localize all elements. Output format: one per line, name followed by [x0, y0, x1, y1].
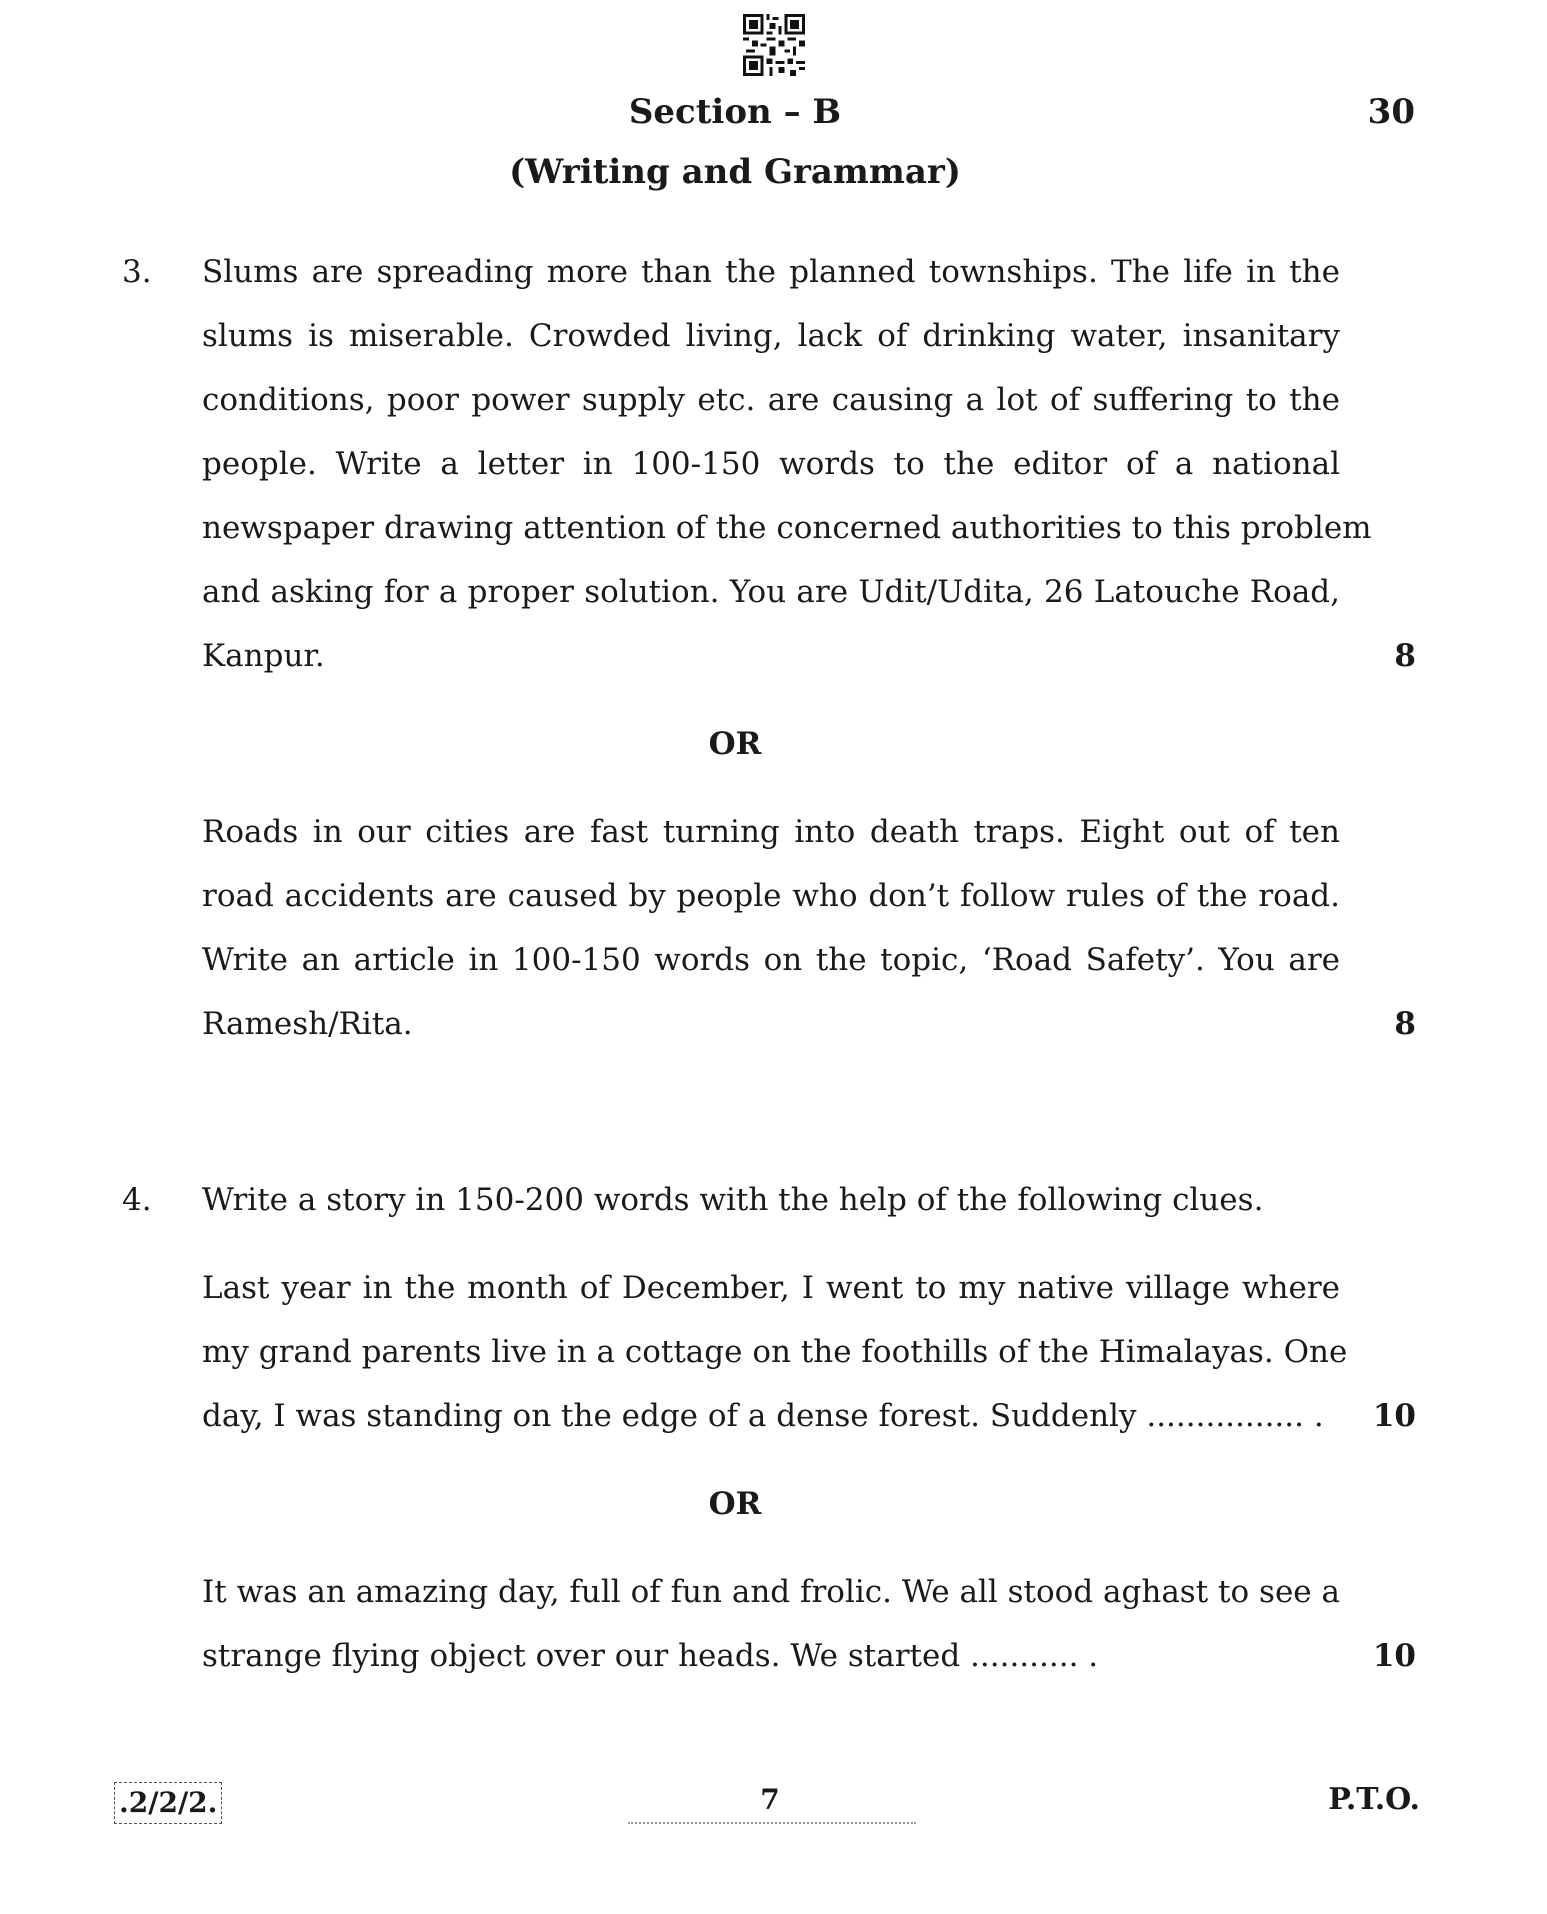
pto-label: P.T.O. [1328, 1782, 1420, 1817]
text-line: Write a story in 150-200 words with the help of the following clues. [202, 1182, 1264, 1218]
alternative-question-text [202, 1560, 1340, 1688]
alternative-question-marks: 8 [1394, 1006, 1416, 1042]
question-marks: 8 [1394, 638, 1416, 674]
question-number: 4. [122, 1182, 152, 1218]
paper-code: .2/2/2. [114, 1782, 222, 1824]
text-line: Last year in the month of December, I went to my native village where [202, 1270, 1340, 1306]
text-line: people. Write a letter in 100-150 words to the editor of a national [202, 446, 1340, 482]
text-line: Kanpur. [202, 638, 325, 674]
text-line: and asking for a proper solution. You are Udit/Udita, 26 Latouche Road, [202, 574, 1340, 610]
question-text [202, 240, 1372, 688]
text-line: strange flying object over our heads. We started ........... . [202, 1638, 1099, 1674]
text-line: road accidents are caused by people who don’t follow rules of the road. [202, 878, 1340, 914]
question-number: 3. [122, 254, 152, 290]
qr-code-image [743, 14, 805, 76]
text-line: newspaper drawing attention of the concerned authorities to this problem [202, 510, 1372, 546]
alternative-question-text [202, 800, 1340, 1056]
text-line: my grand parents live in a cottage on the foothills of the Himalayas. One [202, 1334, 1348, 1370]
or-separator: OR [708, 1486, 762, 1522]
page-number: 7 [760, 1783, 780, 1816]
or-separator: OR [708, 726, 762, 762]
section-subtitle: (Writing and Grammar) [509, 152, 961, 192]
text-line: day, I was standing on the edge of a dense forest. Suddenly ................ . [202, 1398, 1324, 1434]
question-marks: 10 [1372, 1398, 1416, 1434]
section-title: Section – B [628, 92, 842, 132]
alternative-question-marks: 10 [1372, 1638, 1416, 1674]
text-line: Write an article in 100-150 words on the topic, ‘Road Safety’. You are [202, 942, 1340, 978]
question-intro [202, 1168, 1340, 1232]
question-text [202, 1256, 1348, 1448]
text-line: Roads in our cities are fast turning into death traps. Eight out of ten [202, 814, 1340, 850]
text-line: Ramesh/Rita. [202, 1006, 413, 1042]
text-line: slums is miserable. Crowded living, lack of drinking water, insanitary [202, 318, 1340, 354]
text-line: It was an amazing day, full of fun and frolic. We all stood aghast to see a [202, 1574, 1340, 1610]
text-line: Slums are spreading more than the planned townships. The life in the [202, 254, 1340, 290]
section-total-marks: 30 [1367, 92, 1415, 132]
text-line: conditions, poor power supply etc. are causing a lot of suffering to the [202, 382, 1340, 418]
footer-divider [628, 1822, 916, 1824]
